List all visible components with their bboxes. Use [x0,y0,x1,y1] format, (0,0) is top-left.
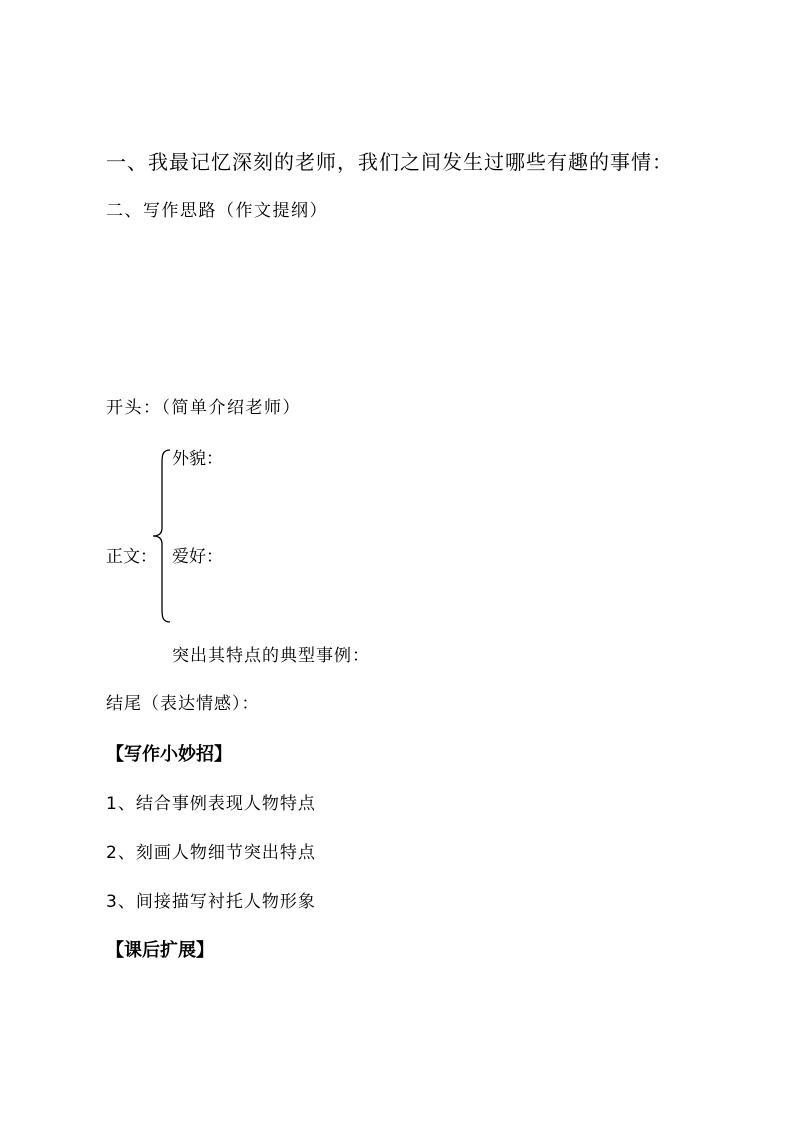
outline-appearance: 外貌： [172,449,223,469]
outline-body-label: 正文： [106,547,157,567]
writing-tip-item: 2、刻画人物细节突出特点 [106,843,316,863]
outline-opening: 开头：（简单介绍老师） [106,398,301,418]
writing-tips-heading: 【写作小妙招】 [106,744,232,765]
writing-tip-item: 3、间接描写衬托人物形象 [106,892,316,912]
curly-brace [150,448,172,624]
question-two: 二、写作思路（作文提纲） [106,201,328,221]
question-one: 一、我最记忆深刻的老师，我们之间发生过哪些有趣的事情： [106,150,673,174]
writing-tip-item: 1、结合事例表现人物特点 [106,794,316,814]
outline-hobby: 爱好： [172,547,223,567]
outline-ending: 结尾（表达情感）： [106,694,260,714]
extension-heading: 【课后扩展】 [106,940,214,961]
outline-typical-example: 突出其特点的典型事例： [172,646,370,666]
